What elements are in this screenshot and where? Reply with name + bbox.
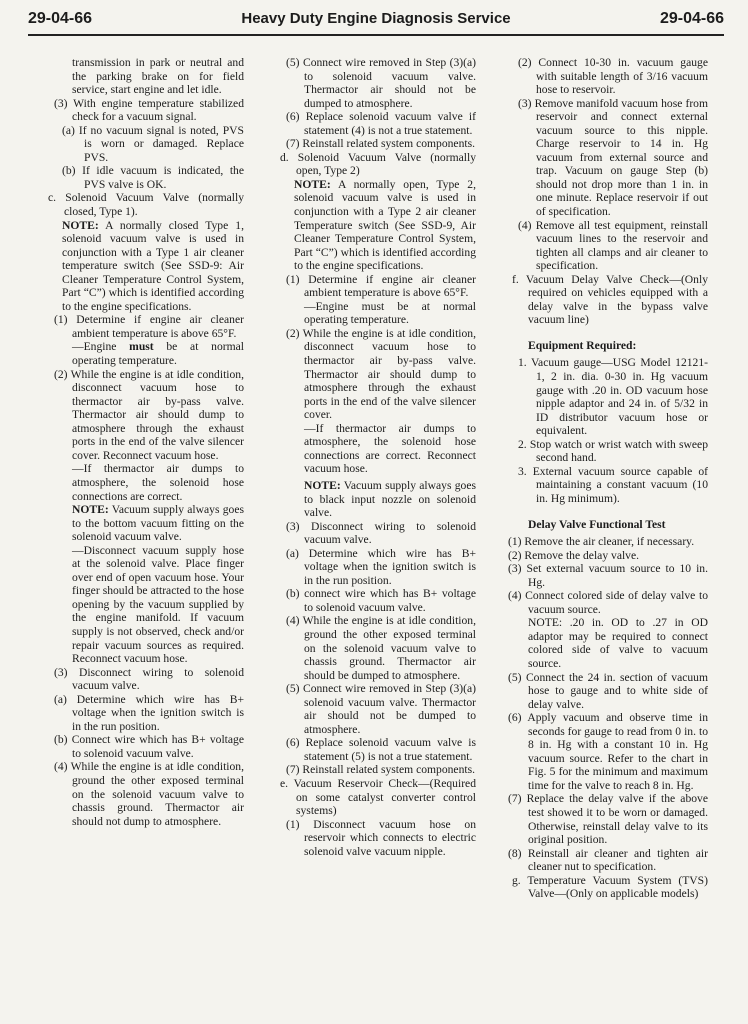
step-item: (5) Connect wire removed in Step (3)(a) solenoid vacuum valve. Thermactor air should not be dumped to atmosphere. (286, 682, 476, 736)
note-paragraph (276, 479, 476, 520)
note-label: NOTE: (62, 218, 99, 232)
step-item: (2) Connect 10-30 in. vacuum gauge with suitable length of 3/16 vacuum hose to reservoir. (518, 56, 708, 97)
paragraph: —If thermactor air dumps to atmosphere, the solenoid hose connections are correct. (72, 462, 244, 503)
page-number-left: 29-04-66 (28, 10, 93, 27)
section-item: g. Temperature Vacuum System (TVS) Valve—(Only on applicable models) (512, 873, 708, 901)
step-item: (1) Determine if engine air cleaner ambient temperature is above 65°F. (286, 272, 476, 300)
list-item: 1. Vacuum gauge—USG Model 12121-1, 2 in. dia. 0-30 in. Hg vacuum gauge with .20 in. OD vacuum hose nipple adaptor and 24 in. of 5/32 in ID distributor vacuum hose or equivalent. (518, 356, 708, 438)
list-item: 3. External vacuum source capable of maintaining a constant vacuum (10 in. Hg minimum). (518, 464, 708, 505)
section-item: f. Vacuum Delay Valve Check—(Only required on vehicles equipped with a delay valve in the bypass valve vacuum line) (512, 272, 708, 327)
step-item: (3) With engine temperature stabilized check for a vacuum signal. (54, 96, 244, 124)
step-item: (7) Replace the delay valve if the above test showed it to be worn or damaged. Otherwise, reinstall delay valve to its original position. (508, 792, 708, 847)
step-item: (1) Determine if engine air cleaner ambient temperature is above 65°F. (54, 313, 244, 340)
step-item: (3) Disconnect wiring to solenoid vacuum valve. (54, 665, 244, 693)
paragraph: —If thermactor air dumps to atmosphere, the solenoid hose connections are correct. Reconnect vacuum hose. (304, 421, 476, 476)
text-run: be at normal operating temperature. (72, 340, 244, 368)
test-heading: Delay Valve Functional Test (528, 517, 666, 531)
sub-step-item: (a) Determine which wire has B+ voltage when the ignition switch is in the run position. (286, 546, 476, 587)
section-item: e. Vacuum Reservoir Check—(Required on some catalyst converter control systems) (280, 776, 476, 818)
sub-step-item: (b) Connect wire which has B+ voltage to solenoid vacuum valve. (54, 733, 244, 760)
note-label: NOTE: (294, 177, 331, 191)
step-item: (3) Remove manifold vacuum hose from reservoir and connect external vacuum source to this nipple. Charge reservoir to 14 in. Hg vacuum from external source and trap. Vacuum on gauge Step (b) should not drop more than 1 in. in one minute. Replace reservoir if out of specification. (518, 96, 708, 219)
step-item: (6) Replace solenoid vacuum valve is statement (5) is not a true statement. (286, 736, 476, 763)
page-number-right: 29-04-66 (659, 10, 724, 27)
step-item: (4) While the engine is at idle condition, ground the other exposed terminal on the solenoid vacuum valve to chassis ground. Thermactor air should be dumped to atmosphere. (286, 614, 476, 682)
sub-step-item: (b) If idle vacuum is indicated, the PVS valve is OK. (62, 164, 244, 191)
note-paragraph (276, 178, 476, 273)
text-column-2 (276, 56, 476, 858)
step-item: (1) Remove the air cleaner, if necessary. (508, 535, 695, 549)
note-text: A normally closed Type 1, solenoid vacuum valve is used in conjunction with a Type 1 air cleaner temperature switch (See SSD-9: Air Cleaner Temperature Control System, Part “C”) which is identified according to the engine specifications. (62, 218, 244, 313)
paragraph: —Engine must be at normal operating temperature. (304, 299, 476, 327)
step-item: (2) While the engine is at idle condition, disconnect vacuum hose to thermactor air by-pass valve. Thermactor air should dump to atmosphere through the exhaust ports in the end of the valve silencer cover. Reconnect vacuum hose. (54, 367, 244, 462)
step-item: (3) Set external vacuum source to 10 in. Hg. (508, 562, 708, 589)
step-item: (4) Remove all test equipment, reinstall vacuum lines to the reservoir and tighten all clamps and air cleaner to specification. (518, 218, 708, 273)
list-item: 2. Stop watch or wrist watch with sweep second hand. (518, 437, 708, 465)
paragraph (44, 340, 244, 367)
step-item: (3) Disconnect wiring to solenoid vacuum valve. (286, 519, 476, 547)
emphasis: must (129, 340, 154, 354)
note-paragraph: NOTE: .20 in. OD to .27 in OD adaptor may be required to connect colored side of valve to vacuum source. (528, 616, 708, 670)
text-column-1 (44, 56, 244, 828)
note-label: NOTE: (72, 503, 109, 517)
page-header (28, 8, 724, 36)
step-item: (7) Reinstall related system components. (286, 137, 475, 151)
paragraph: transmission in park or neutral and the parking brake on for field service, start engine and let idle. (72, 56, 244, 97)
note-text: Vacuum supply always goes to black input nozzle on solenoid valve. (304, 478, 476, 520)
note-text: Vacuum supply always goes to the bottom vacuum fitting on the solenoid vacuum valve. (72, 503, 244, 544)
equipment-heading: Equipment Required: (528, 338, 637, 352)
step-item: (7) Reinstall related system components. (286, 763, 475, 777)
sub-step-item: (b) connect wire which has B+ voltage to solenoid vacuum valve. (286, 587, 476, 614)
sub-step-item: (a) If no vacuum signal is noted, PVS is worn or damaged. Replace PVS. (62, 123, 244, 164)
note-paragraph (44, 503, 244, 544)
step-item: (6) Apply vacuum and observe time in seconds for gauge to read from 0 in. to 8 in. Hg with a constant 10 in. Hg vacuum source. Refer to the chart in Fig. 5 for the minimum and maximum time for the valve to reach 8 in. Hg. (508, 711, 708, 792)
note-paragraph (44, 219, 244, 314)
step-item: (6) Replace solenoid vacuum valve if statement (4) is not a true statement. (286, 110, 476, 137)
text-run: —Engine (72, 340, 130, 354)
sub-step-item: (a) Determine which wire has B+ voltage when the ignition switch is in the run position. (54, 692, 244, 733)
step-item: (4) Connect colored side of delay valve to vacuum source. (508, 589, 708, 616)
step-item: (4) While the engine is at idle condition, ground the other exposed terminal on the solenoid vacuum valve to chassis ground. Thermactor air should not dump to atmosphere. (54, 760, 244, 828)
text-column-3 (508, 56, 708, 901)
step-item: (2) Remove the delay valve. (508, 548, 640, 562)
page-title: Heavy Duty Engine Diagnosis Service (241, 10, 511, 27)
note-text: A normally open, Type 2, solenoid vacuum valve is used in conjunction with a Type 2 air cleaner Temperature switch (See SSD-9, Air Cleaner Temperature Control System, Part “C”) which is identified according to the engine specifications. (294, 177, 476, 273)
step-item: (2) While the engine is at idle condition, disconnect vacuum hose to thermactor air by-pass valve. Thermactor air should dump to atmosphere through the exhaust ports in the end of the valve silencer cover. (286, 326, 476, 422)
step-item: (1) Disconnect vacuum hose on reservoir which connects to electric solenoid valve vacuum nipple. (286, 817, 476, 858)
section-item: d. Solenoid Vacuum Valve (normally open, Type 2) (280, 150, 476, 178)
step-item: (8) Reinstall air cleaner and tighten air cleaner nut to specification. (508, 846, 708, 874)
note-label: NOTE: (304, 478, 341, 492)
paragraph: —Disconnect vacuum supply hose at the solenoid valve. Place finger over end of open vacuum hose. Your finger should be attracted to the hose opening by the vacuum supplied by the engine manifold. If vacuum supply is not observed, check and/or repair vacuum sources as required. Reconnect vacuum hose. (72, 543, 244, 666)
section-item: c. Solenoid Vacuum Valve (normally closed, Type 1). (48, 191, 244, 219)
step-item: (5) Connect the 24 in. section of vacuum hose to gauge and to white side of delay valve. (508, 670, 708, 711)
step-item: (5) Connect wire removed in Step (3)(a) to solenoid vacuum valve. Thermactor air should not be dumped to atmosphere. (286, 56, 476, 110)
